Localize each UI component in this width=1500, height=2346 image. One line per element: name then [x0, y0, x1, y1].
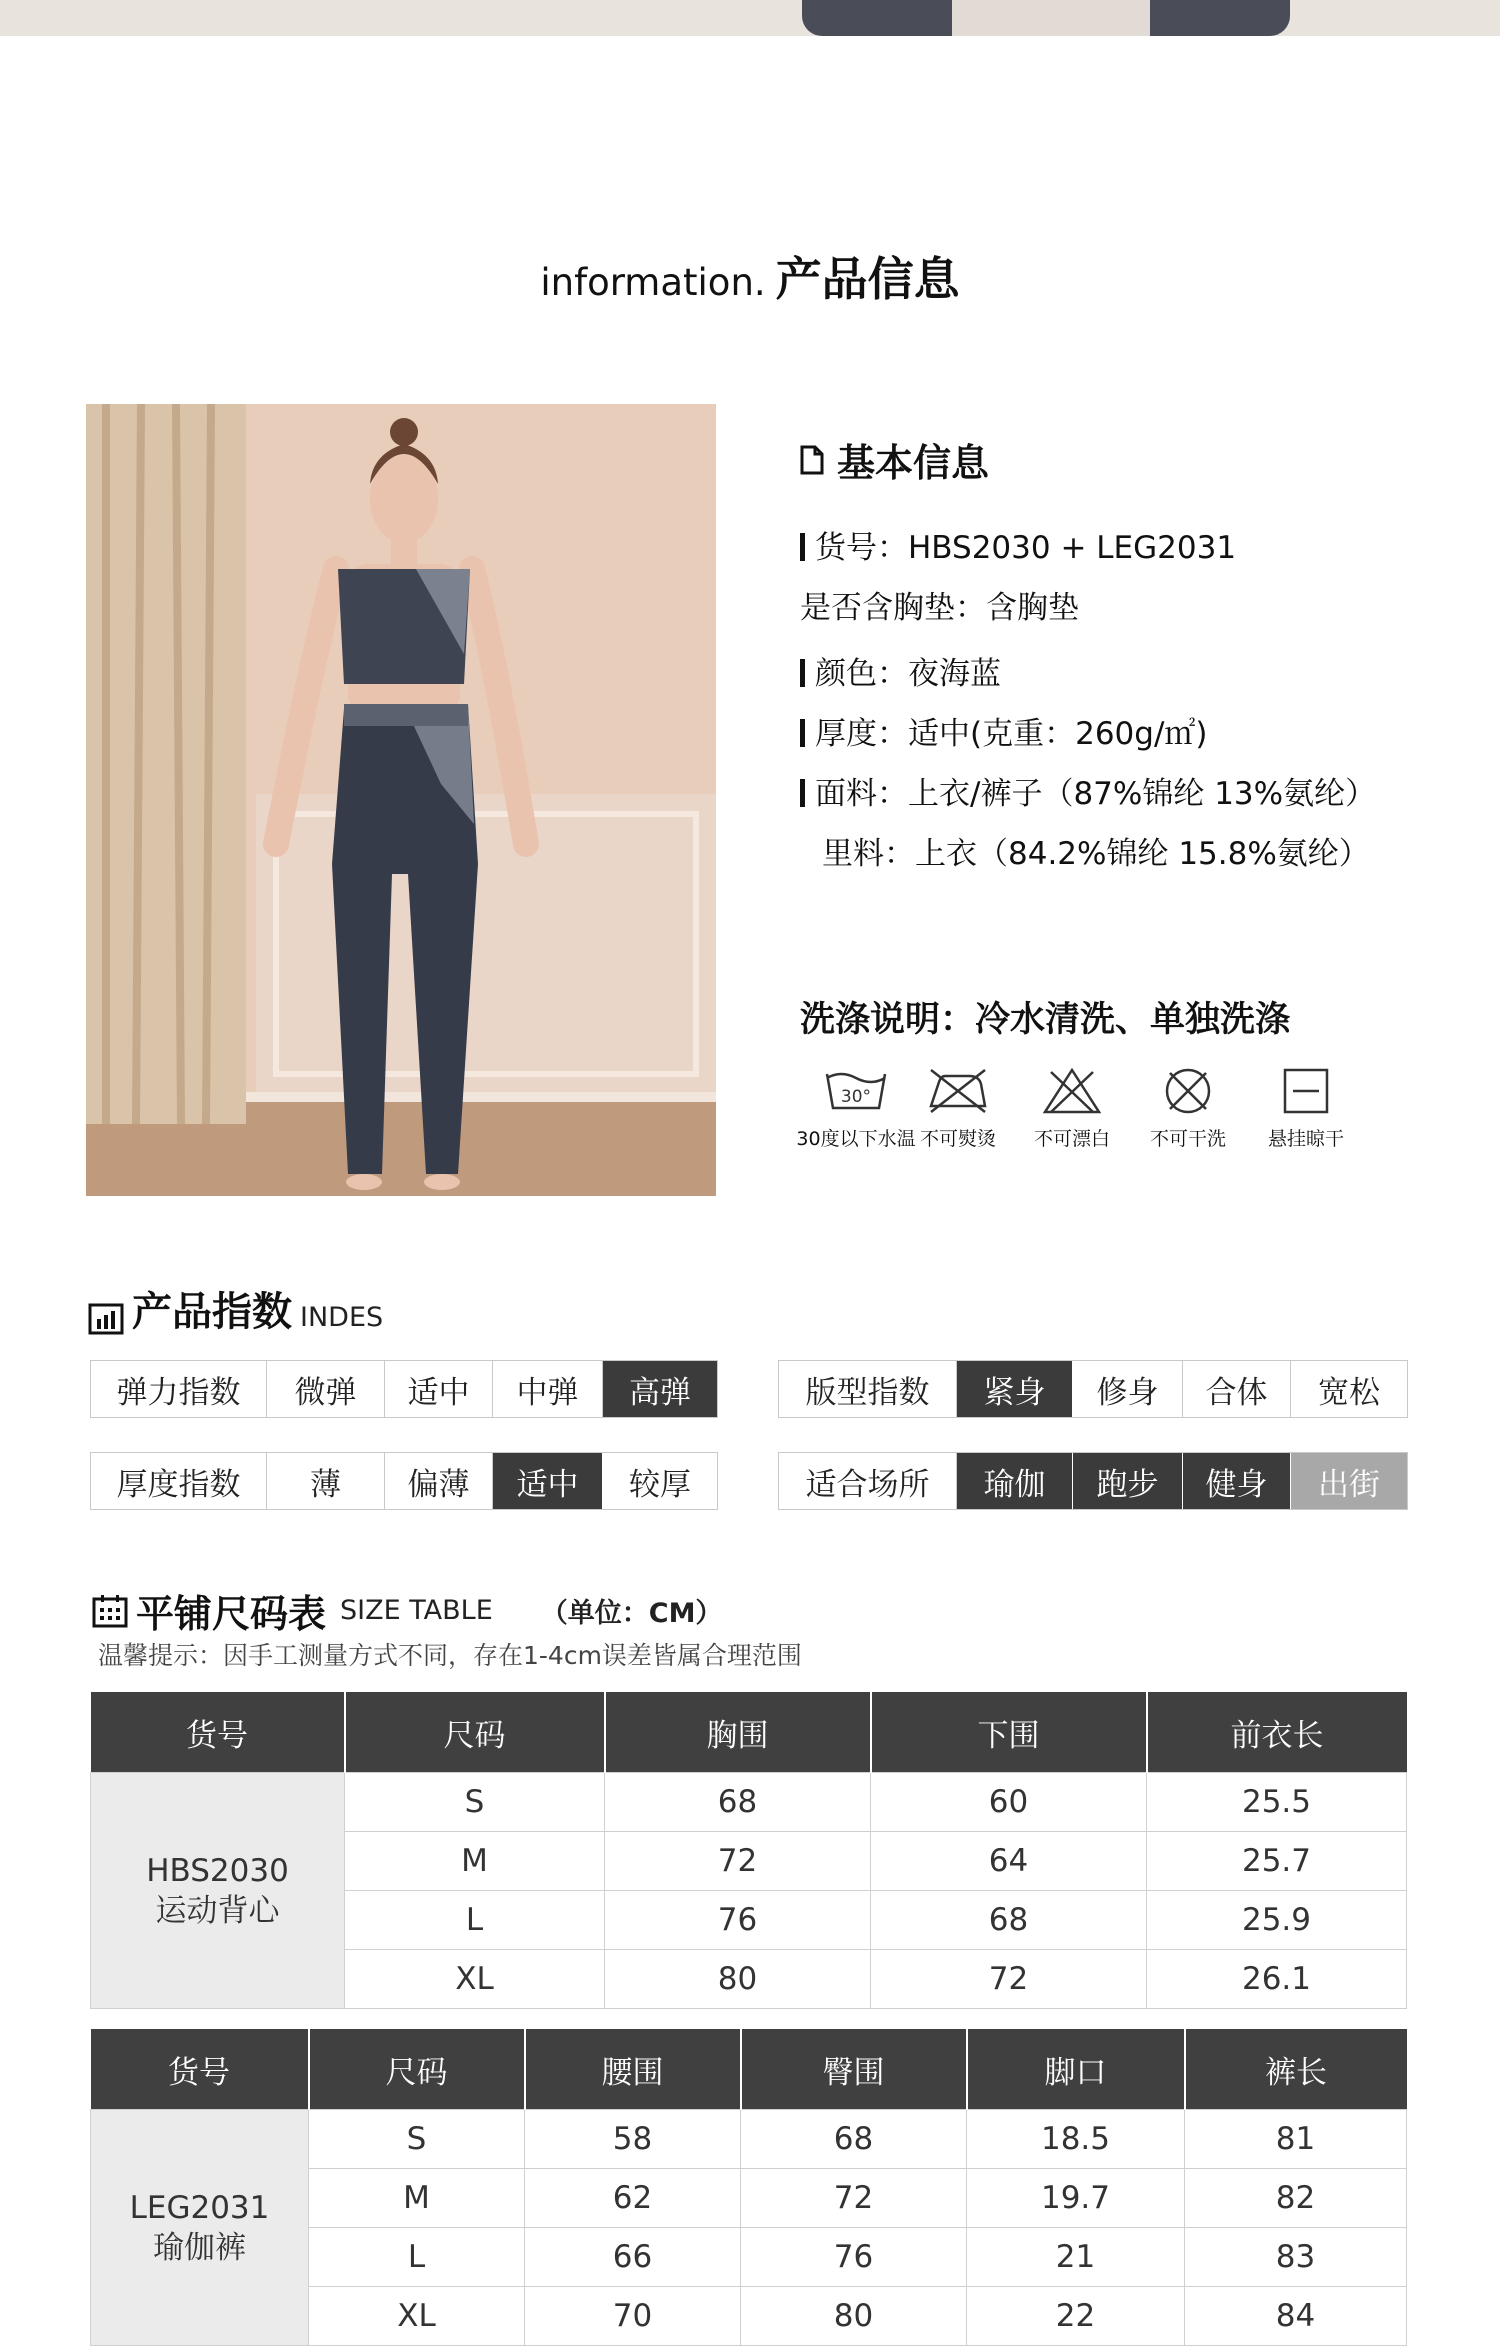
table-header: 尺码 — [345, 1692, 605, 1773]
table-cell: L — [345, 1891, 605, 1950]
table-cell: 72 — [741, 2169, 967, 2228]
document-icon — [799, 444, 825, 476]
indices-title — [88, 1280, 383, 1337]
table-cell: 18.5 — [967, 2110, 1185, 2169]
info-sku — [800, 522, 1236, 567]
top-photo-strip — [0, 0, 1500, 36]
table-cell: M — [345, 1832, 605, 1891]
index-option-selected: 紧身 — [957, 1361, 1073, 1417]
table-cell: L — [309, 2228, 525, 2287]
heading-en: information. — [540, 261, 766, 304]
wash-title: 洗涤说明：冷水清洗、单独洗涤 — [800, 1000, 1291, 1040]
product-name: 瑜伽裤 — [153, 2229, 246, 2266]
section-heading — [0, 243, 1500, 309]
wash-item — [898, 1066, 1018, 1151]
table-cell: 68 — [605, 1773, 871, 1832]
heading-cn: 产品信息 — [775, 252, 960, 306]
index-label: 适合场所 — [779, 1453, 957, 1509]
basic-info-title-text: 基本信息 — [837, 441, 990, 485]
wash-item — [1246, 1066, 1366, 1151]
elasticity-index — [90, 1360, 718, 1418]
table-cell: 68 — [741, 2110, 967, 2169]
index-option: 适中 — [385, 1361, 493, 1417]
table-cell: 58 — [525, 2110, 741, 2169]
table-cell: S — [309, 2110, 525, 2169]
info-thickness — [800, 708, 1207, 753]
table-cell: 76 — [605, 1891, 871, 1950]
product-code: LEG2031 — [129, 2189, 270, 2226]
product-photo — [86, 404, 716, 1196]
index-option-selected: 瑜伽 — [957, 1453, 1073, 1509]
table-header: 腰围 — [525, 2029, 741, 2110]
indices-title-en: INDES — [300, 1302, 384, 1333]
hang-dry-icon — [1271, 1066, 1341, 1116]
chart-icon — [88, 1301, 124, 1337]
table-header: 臀围 — [741, 2029, 967, 2110]
size-table-title — [92, 1583, 722, 1638]
table-cell: 64 — [871, 1832, 1147, 1891]
table-cell: 25.5 — [1147, 1773, 1407, 1832]
table-header: 下围 — [871, 1692, 1147, 1773]
info-thickness-text: 厚度：适中(克重：260g/㎡) — [815, 716, 1208, 752]
table-cell: 76 — [741, 2228, 967, 2287]
thickness-index — [90, 1452, 718, 1510]
info-lining-text: 里料：上衣（84.2%锦纶 15.8%氨纶） — [822, 836, 1370, 872]
index-option-selected: 适中 — [493, 1453, 603, 1509]
info-fabric — [800, 768, 1376, 813]
index-option: 修身 — [1073, 1361, 1183, 1417]
table-cell: 70 — [525, 2287, 741, 2346]
occasion-index — [778, 1452, 1408, 1510]
table-cell: 25.7 — [1147, 1832, 1407, 1891]
no-dryclean-icon — [1153, 1066, 1223, 1116]
table-cell: 82 — [1185, 2169, 1407, 2228]
size-table-title-text: 平铺尺码表 — [136, 1592, 327, 1636]
no-bleach-icon — [1037, 1066, 1107, 1116]
table-cell: 60 — [871, 1773, 1147, 1832]
index-option-selected: 跑步 — [1073, 1453, 1183, 1509]
index-option: 中弹 — [493, 1361, 603, 1417]
table-cell: 25.9 — [1147, 1891, 1407, 1950]
table-cell: 19.7 — [967, 2169, 1185, 2228]
index-option-selected: 健身 — [1183, 1453, 1291, 1509]
table-row — [91, 1773, 1407, 1832]
table-cell: 84 — [1185, 2287, 1407, 2346]
table-cell: 83 — [1185, 2228, 1407, 2287]
table-cell: XL — [345, 1950, 605, 2009]
top-size-table — [90, 1692, 1407, 2009]
table-header: 脚口 — [967, 2029, 1185, 2110]
table-cell: 72 — [605, 1832, 871, 1891]
product-code: HBS2030 — [146, 1852, 289, 1889]
index-option: 宽松 — [1318, 1374, 1380, 1411]
size-table-unit: （单位：CM） — [540, 1598, 723, 1629]
index-option: 较厚 — [629, 1466, 691, 1503]
table-cell: 62 — [525, 2169, 741, 2228]
table-header: 尺码 — [309, 2029, 525, 2110]
table-cell: 22 — [967, 2287, 1185, 2346]
table-cell: M — [309, 2169, 525, 2228]
info-color — [800, 648, 1001, 693]
wash-label: 不可干洗 — [1149, 1128, 1226, 1150]
product-name: 运动背心 — [155, 1892, 280, 1929]
wash-item — [1012, 1066, 1132, 1151]
info-pad-text: 是否含胸垫：含胸垫 — [800, 590, 1079, 626]
wash-label: 30度以下水温 — [796, 1128, 916, 1150]
table-header: 裤长 — [1185, 2029, 1407, 2110]
table-cell: 68 — [871, 1891, 1147, 1950]
table-cell: 80 — [605, 1950, 871, 2009]
table-cell: 81 — [1185, 2110, 1407, 2169]
info-fabric-text: 面料：上衣/裤子（87%锦纶 13%氨纶） — [815, 776, 1377, 812]
basic-info-title — [799, 432, 989, 487]
index-option-selected: 高弹 — [603, 1361, 717, 1417]
index-label: 弹力指数 — [91, 1361, 267, 1417]
fit-index — [778, 1360, 1408, 1418]
wash-label: 悬挂晾干 — [1267, 1128, 1344, 1150]
size-table-note: 温馨提示：因手工测量方式不同，存在1-4cm误差皆属合理范围 — [98, 1641, 802, 1670]
product-cell — [91, 1773, 345, 2009]
calendar-icon — [92, 1594, 128, 1628]
index-option: 微弹 — [267, 1361, 385, 1417]
table-cell: S — [345, 1773, 605, 1832]
info-color-text: 颜色：夜海蓝 — [815, 656, 1001, 692]
wash-30-icon — [821, 1066, 891, 1116]
table-header: 货号 — [91, 2029, 309, 2110]
index-label: 版型指数 — [779, 1361, 957, 1417]
size-table-title-en: SIZE TABLE — [340, 1595, 493, 1626]
index-option-light: 出街 — [1291, 1453, 1407, 1509]
table-header: 货号 — [91, 1692, 345, 1773]
table-cell: 66 — [525, 2228, 741, 2287]
table-cell: 72 — [871, 1950, 1147, 2009]
wash-item — [1128, 1066, 1248, 1151]
info-pad — [800, 582, 1079, 627]
table-row — [91, 2110, 1407, 2169]
table-cell: 26.1 — [1147, 1950, 1407, 2009]
wash-icons — [796, 1066, 1396, 1166]
table-header: 前衣长 — [1147, 1692, 1407, 1773]
bottom-size-table — [90, 2029, 1407, 2346]
product-cell — [91, 2110, 309, 2346]
index-option: 合体 — [1183, 1361, 1291, 1417]
table-header: 胸围 — [605, 1692, 871, 1773]
wash-label: 不可熨烫 — [919, 1128, 996, 1150]
index-option: 偏薄 — [385, 1453, 493, 1509]
wash-label: 不可漂白 — [1033, 1128, 1110, 1150]
info-sku-text: 货号：HBS2030 + LEG2031 — [815, 530, 1237, 566]
info-lining — [822, 828, 1370, 873]
table-cell: XL — [309, 2287, 525, 2346]
index-option: 薄 — [267, 1453, 385, 1509]
table-cell: 21 — [967, 2228, 1185, 2287]
index-label: 厚度指数 — [91, 1453, 267, 1509]
no-iron-icon — [923, 1066, 993, 1116]
table-cell: 80 — [741, 2287, 967, 2346]
wash-temp: 30° — [840, 1087, 872, 1107]
indices-title-text: 产品指数 — [132, 1289, 292, 1335]
